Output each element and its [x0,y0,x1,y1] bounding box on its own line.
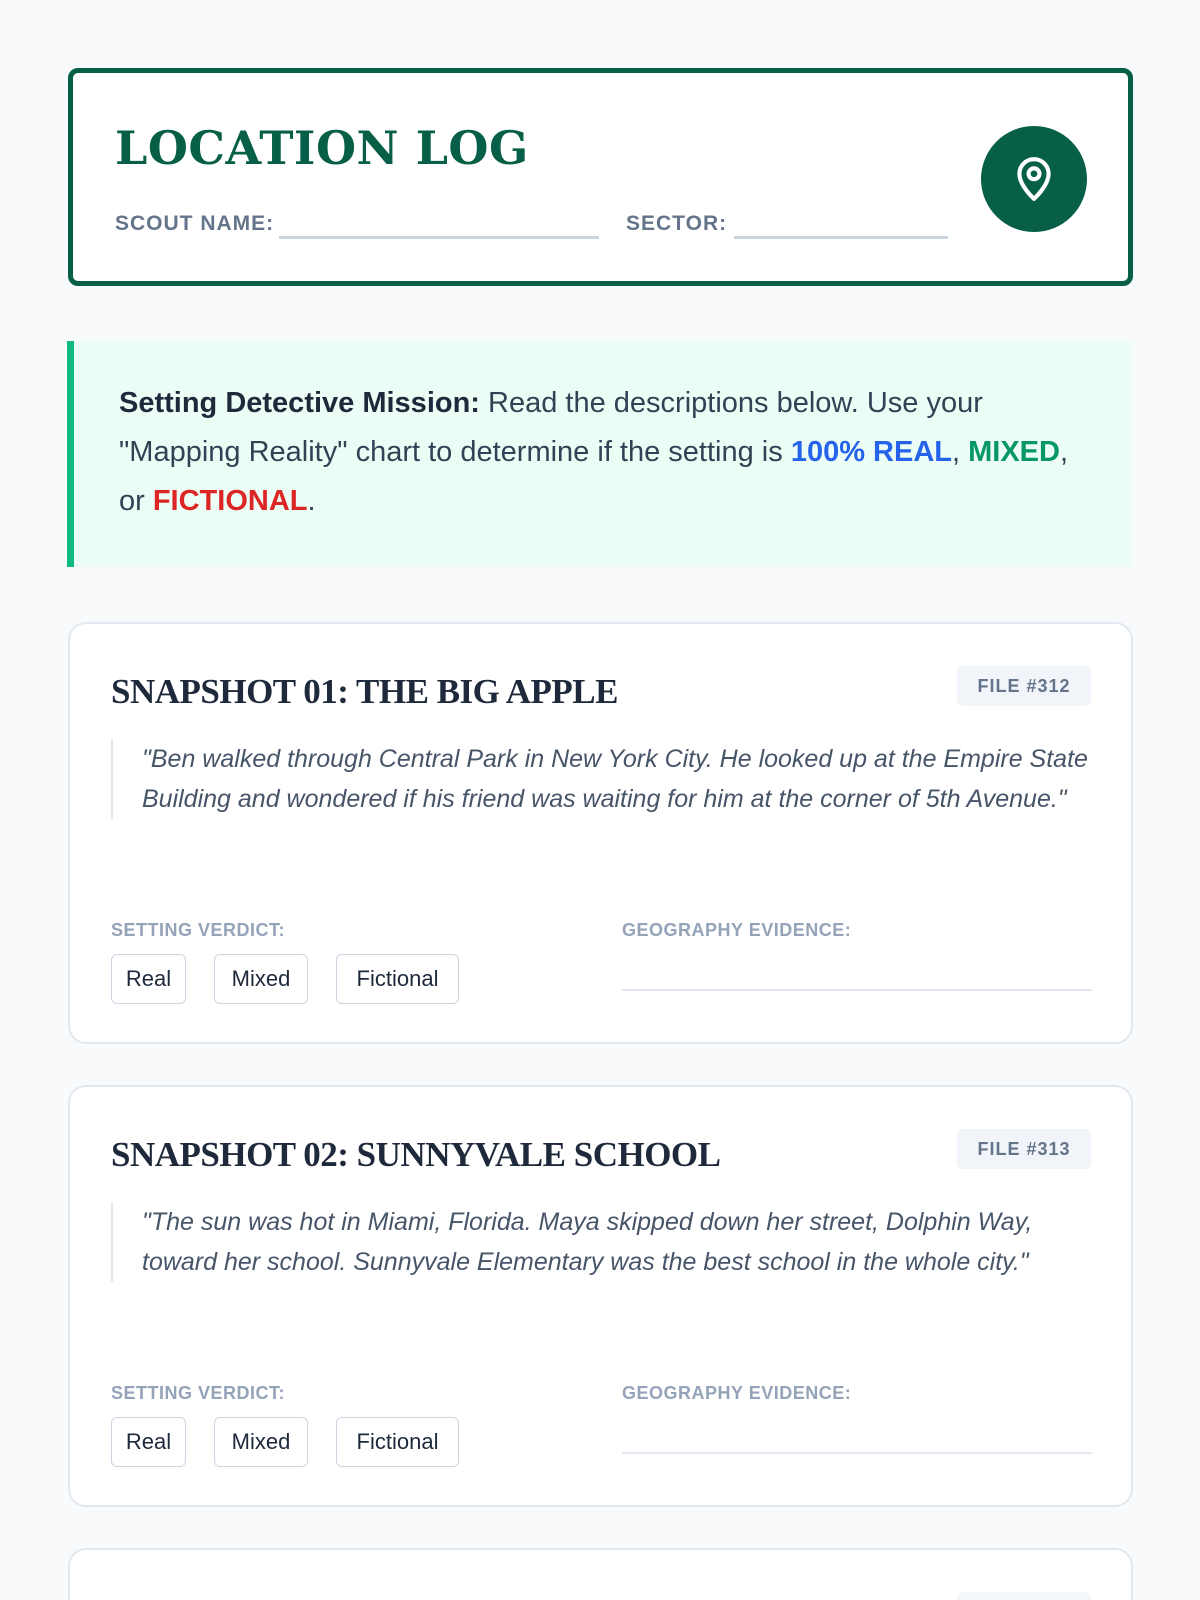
evidence-label: GEOGRAPHY EVIDENCE: [622,1383,852,1403]
verdict-mixed-button[interactable]: Mixed [214,954,308,1004]
verdict-mixed-button[interactable]: Mixed [214,1417,308,1467]
evidence-input[interactable] [622,989,1092,991]
snapshot-card-partial [68,1548,1133,1600]
location-log-header [68,68,1133,286]
separator: , [951,436,969,468]
verdict-fictional-button[interactable]: Fictional [336,954,459,1004]
evidence-label: GEOGRAPHY EVIDENCE: [622,920,852,940]
verdict-real-button[interactable]: Real [111,954,186,1004]
verdict-label: SETTING VERDICT: [111,920,286,940]
separator: , or [119,436,1069,517]
scout-name-label: SCOUT NAME: [115,212,275,235]
sector-field[interactable] [734,236,948,239]
mission-lead: Setting Detective Mission: [119,387,480,419]
page-title: LOCATION LOG [115,121,529,175]
verdict-real-button[interactable]: Real [111,1417,186,1467]
snapshot-quote: "The sun was hot in Miami, Florida. Maya skipped down her street, Dolphin Way, toward her school. Sunnyvale Elementary was the best school in the whole city." [111,1202,1096,1282]
file-badge: FILE #313 [957,1129,1091,1169]
mixed-term: MIXED [968,436,1060,468]
verdict-fictional-button[interactable]: Fictional [336,1417,459,1467]
real-term: 100% REAL [790,436,952,468]
snapshot-card [68,622,1133,1044]
snapshot-card [68,1085,1133,1507]
scout-name-field[interactable] [279,236,599,239]
mission-callout [67,341,1133,567]
fictional-term: FICTIONAL [152,485,308,517]
evidence-input[interactable] [622,1452,1092,1454]
snapshot-quote: "Ben walked through Central Park in New York City. He looked up at the Empire State Building and wondered if his friend was waiting for him at the corner of 5th Avenue." [111,739,1096,819]
separator: . [307,485,316,517]
snapshot-title: SNAPSHOT 01: THE BIG APPLE [111,672,618,711]
map-pin-icon [981,126,1087,232]
snapshot-title: SNAPSHOT 02: SUNNYVALE SCHOOL [111,1135,721,1174]
file-badge-partial [957,1592,1091,1600]
mission-body: Read the descriptions below. Use your "Mapping Reality" chart to determine if the setting is [119,387,983,468]
file-badge: FILE #312 [957,666,1091,706]
sector-label: SECTOR: [626,212,728,235]
verdict-label: SETTING VERDICT: [111,1383,286,1403]
mission-instructions [119,379,1079,526]
